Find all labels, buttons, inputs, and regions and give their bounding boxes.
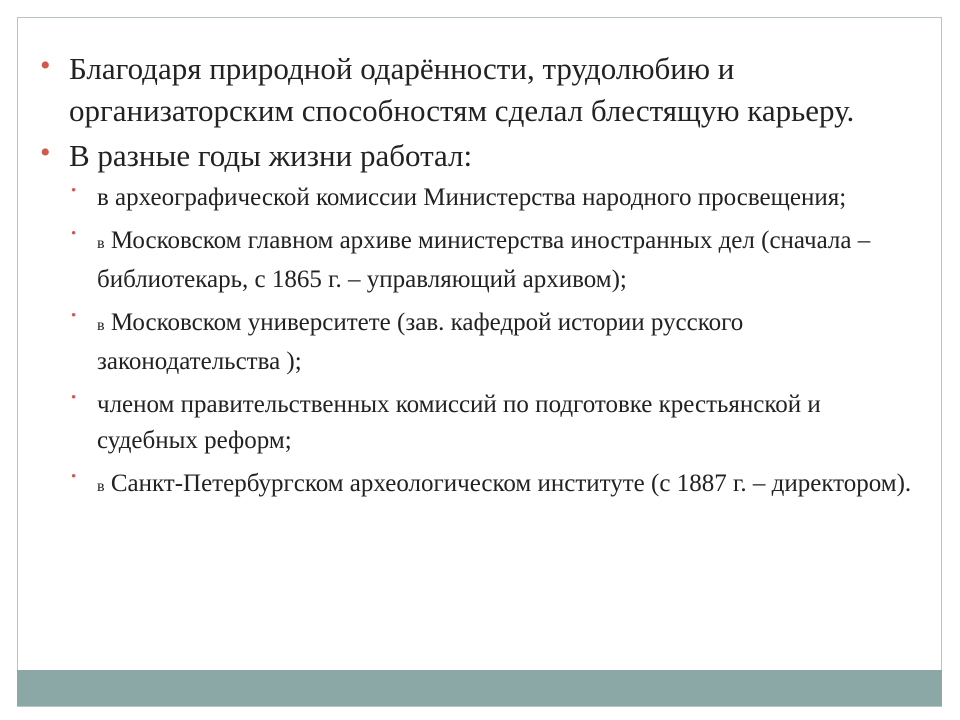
slide-content — [40, 48, 920, 512]
bullet-dot-icon: • — [40, 136, 51, 169]
sub-bullet-dot-icon: • — [71, 469, 77, 485]
sub-bullet-dot-icon: • — [71, 390, 77, 406]
sub-bullet-item — [71, 466, 920, 505]
sub-bullet-prefix: в — [97, 317, 105, 334]
sub-bullet-text: членом правительственных комиссий по подготовке крестьянской и судебных реформ; — [97, 391, 821, 454]
sub-bullet-dot-icon: • — [71, 308, 77, 324]
sub-bullet-dot-icon: • — [71, 226, 77, 242]
bullet-dot-icon: • — [40, 49, 51, 82]
sub-bullet-prefix: в — [97, 478, 105, 495]
bullet-text: Благодаря природной одарённости, трудолюбию и организаторским способностям сделал блестящую карьеру. — [69, 51, 855, 128]
bullet-item — [40, 48, 920, 132]
sub-bullet-text: в археографической комиссии Министерства народного просвещения; — [97, 184, 847, 211]
bullet-item — [40, 135, 920, 177]
sub-bullet-item — [71, 305, 920, 380]
sub-bullet-dot-icon: • — [71, 183, 77, 199]
sub-bullet-item — [71, 223, 920, 298]
sub-bullet-text: Московском главном архиве министерства иностранных дел (сначала – библиотекарь, с 1865 г. – управляющий архивом); — [97, 227, 871, 293]
footer-bar — [17, 670, 942, 706]
sub-bullet-item — [71, 180, 920, 216]
sub-bullet-text: Московском университете (зав. кафедрой истории русского законодательства ); — [97, 309, 744, 375]
sub-bullet-item — [71, 387, 920, 459]
bullet-text: В разные годы жизни работал: — [69, 138, 473, 173]
sub-bullet-text: Санкт-Петербургском археологическом институте (с 1887 г. – директором). — [110, 470, 912, 497]
sub-bullet-prefix: в — [97, 235, 105, 252]
